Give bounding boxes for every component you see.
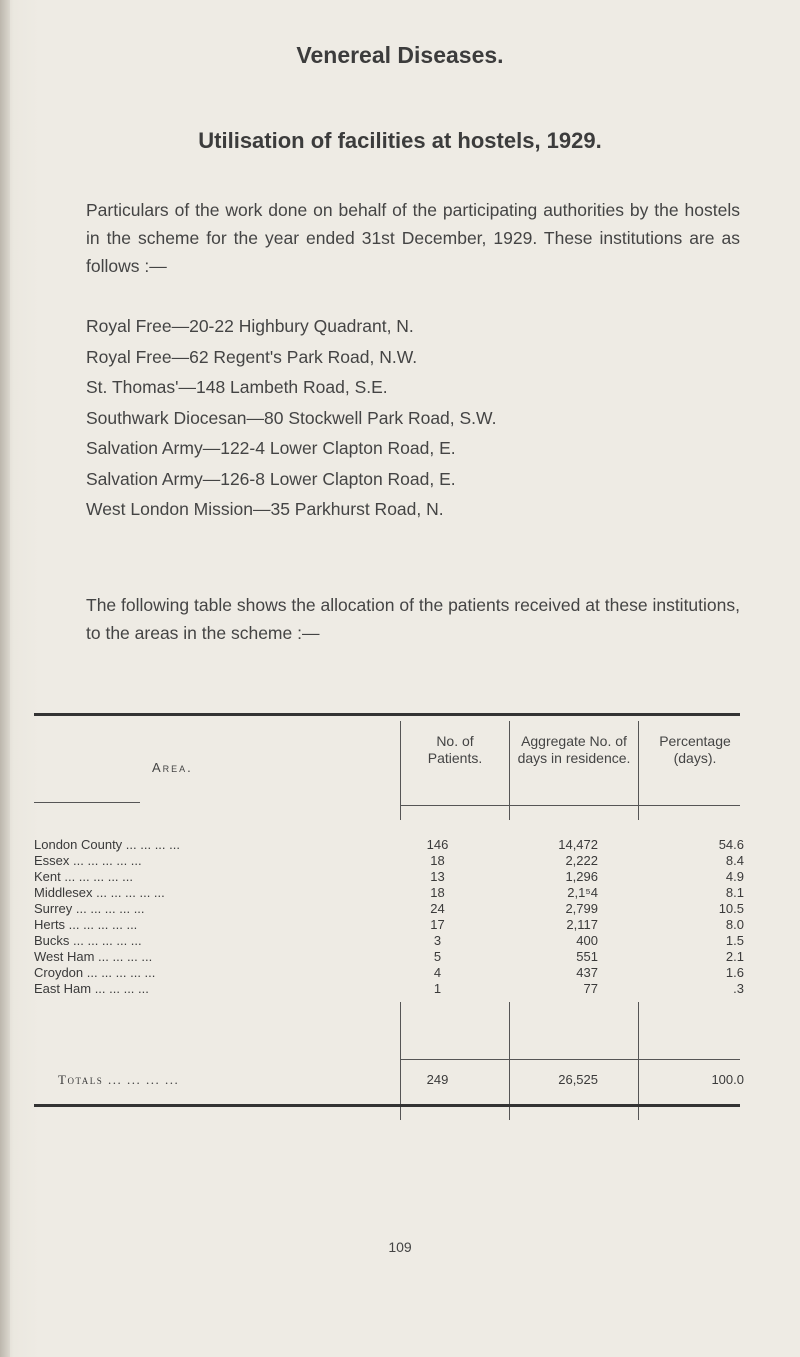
hostel-item: Salvation Army—122-4 Lower Clapton Road, E. [86,438,456,458]
percentage-cell: 8.1 [725,885,744,900]
area-name: Croydon [34,965,84,980]
header-rule [34,802,140,803]
table-row [34,981,744,997]
area-name: Herts [34,917,66,932]
patients-column-header: No. of Patients. [427,733,483,766]
table-row [34,965,744,981]
area-name: West Ham [34,949,95,964]
page-subtitle: Utilisation of facilities at hostels, 1929. [198,128,602,153]
percentage-cell: 4.9 [725,869,744,884]
dot-leader: ... ... ... ... ... [83,965,156,980]
patients-cell: 13 [430,869,445,884]
percentage-cell: .3 [733,981,744,996]
totals-label: Totals [58,1072,104,1087]
column-divider [509,1002,510,1120]
days-cell: 2,1⁵4 [567,885,598,900]
patients-cell: 18 [430,853,445,868]
area-column-header: Area. [152,760,193,775]
table-row [34,917,744,933]
percentage-total: 100.0 [711,1072,744,1087]
dot-leader: ... ... ... ... ... [92,885,165,900]
page-title: Venereal Diseases. [296,42,504,68]
table-row [34,901,744,917]
days-total: 26,525 [558,1072,598,1087]
table-row [34,853,744,869]
days-cell: 400 [576,933,598,948]
table-row [34,885,744,901]
percentage-cell: 8.0 [725,917,744,932]
header-rule [400,805,740,806]
column-divider [638,1002,639,1120]
percentage-cell: 10.5 [718,901,744,916]
days-cell: 77 [583,981,598,996]
area-name: Essex [34,853,70,868]
table-row [34,837,744,853]
days-cell: 14,472 [558,837,598,852]
days-cell: 551 [576,949,598,964]
days-column-header: Aggregate No. of days in residence. [517,733,631,766]
dot-leader: ... ... ... ... ... [65,917,138,932]
dot-leader: ... ... ... ... ... [69,933,142,948]
days-cell: 437 [576,965,598,980]
dot-leader: ... ... ... ... [91,981,149,996]
days-cell: 2,799 [565,901,598,916]
intro-paragraph: Particulars of the work done on behalf of the participating authorities by the hostels in the scheme for the year ended 31st December, 1929. These institutions are as follows :— [86,200,740,276]
patients-cell: 5 [433,949,442,964]
area-name: East Ham [34,981,92,996]
percentage-cell: 2.1 [725,949,744,964]
dot-leader: ... ... ... ... [94,949,153,964]
dot-leader: ... ... ... ... ... [72,901,145,916]
patients-cell: 146 [426,837,449,852]
patients-cell: 18 [430,885,445,900]
hostel-list [86,311,496,525]
patients-cell: 24 [430,901,445,916]
hostel-item: Royal Free—62 Regent's Park Road, N.W. [86,346,418,367]
hostel-item: Southwark Diocesan—80 Stockwell Park Road, S.W. [86,407,497,428]
dot-leader: ... ... ... ... [103,1072,180,1087]
area-name: Kent [34,869,61,884]
patients-cell: 1 [433,981,442,996]
page-number: 109 [388,1239,412,1255]
days-cell: 1,296 [565,869,598,884]
hostel-item: West London Mission—35 Parkhurst Road, N. [86,499,444,519]
percentage-cell: 8.4 [725,853,744,868]
dot-leader: ... ... ... ... ... [60,869,133,884]
table-row [34,933,744,949]
book-gutter [0,0,10,1357]
hostel-item: Salvation Army—126-8 Lower Clapton Road, E. [86,468,456,489]
percentage-cell: 54.6 [718,837,744,852]
percentage-column-header: Percentage (days). [659,733,731,766]
percentage-cell: 1.5 [725,933,744,948]
area-name: Bucks [34,933,70,948]
hostel-item: Royal Free—20-22 Highbury Quadrant, N. [86,316,414,336]
area-name: Middlesex [34,885,93,900]
patients-cell: 3 [433,933,442,948]
table-bottom-rule [34,1104,740,1107]
table-top-rule [34,713,740,716]
totals-row [34,1072,744,1088]
table-intro-paragraph: The following table shows the allocation of the patients received at these institutions, to the areas in the scheme :— [86,595,740,643]
patients-total: 249 [426,1072,449,1087]
table-row [34,949,744,965]
percentage-cell: 1.6 [725,965,744,980]
patients-cell: 17 [430,917,445,932]
dot-leader: ... ... ... ... ... [69,853,142,868]
table-row [34,869,744,885]
hostel-item: St. Thomas'—148 Lambeth Road, S.E. [86,377,388,397]
days-cell: 2,117 [566,917,598,932]
column-divider [400,1002,401,1120]
patients-cell: 4 [433,965,442,980]
totals-rule [400,1059,740,1060]
dot-leader: ... ... ... ... [122,837,180,852]
area-name: Surrey [34,901,73,916]
days-cell: 2,222 [565,853,598,868]
area-name: London County [34,837,123,852]
